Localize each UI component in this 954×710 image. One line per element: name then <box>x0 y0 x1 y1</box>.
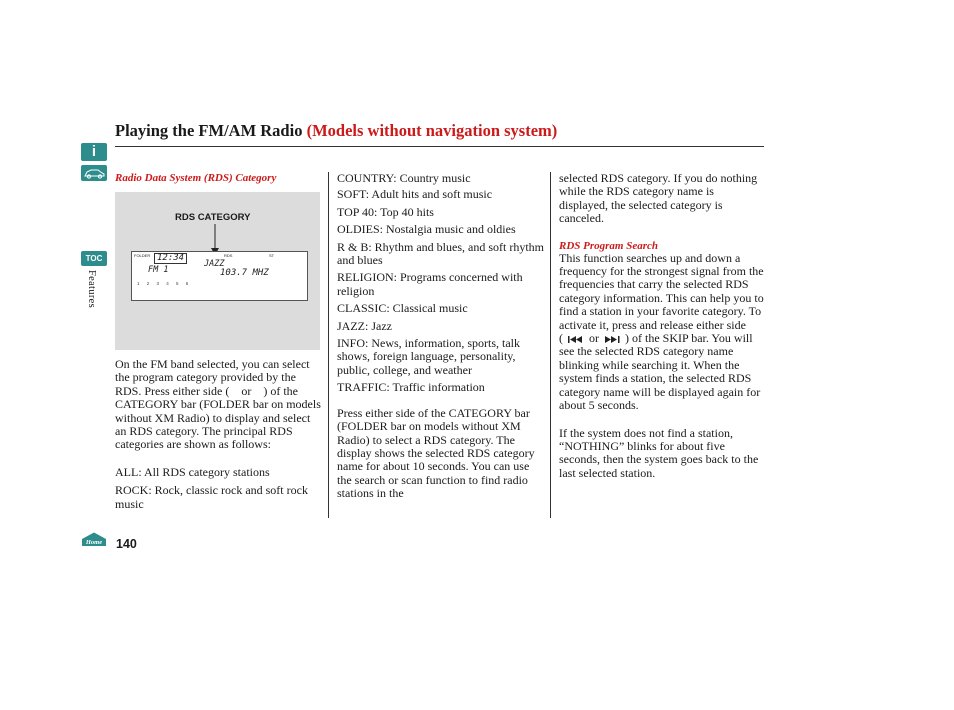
info-icon: i <box>91 143 97 160</box>
column-2 <box>337 172 545 501</box>
stereo-indicator: ST <box>269 253 275 258</box>
column-1 <box>115 172 322 184</box>
preset-indicators: 1 2 3 4 5 6 <box>137 281 192 286</box>
category-bar-paragraph: Press either side of the CATEGORY bar (FOLDER bar on models without XM Radio) to select a RDS category. The display shows the selected RDS category name for about 10 seconds. You can use the search or scan function to find radio stations in the <box>337 405 535 501</box>
category-item: RELIGION: Programs concerned with religion <box>337 270 523 298</box>
home-icon <box>81 532 107 547</box>
category-item: SOFT: Adult hits and soft music <box>337 187 493 202</box>
home-button[interactable] <box>81 532 107 547</box>
car-icon <box>81 165 107 181</box>
title-qualifier: (Models without navigation system) <box>306 121 558 140</box>
section-heading: Radio Data System (RDS) Category <box>115 172 277 184</box>
category-item: R & B: Rhythm and blues, and soft rhythm and blues <box>337 239 544 268</box>
category-item: TRAFFIC: Traffic information <box>337 380 485 395</box>
category-item: ALL: All RDS category stations <box>115 464 270 479</box>
title-rule <box>115 146 764 147</box>
page-number: 140 <box>116 537 137 551</box>
category-item: OLDIES: Nostalgia music and oldies <box>337 222 516 237</box>
section-heading: RDS Program Search <box>559 239 659 252</box>
column-divider <box>550 172 551 518</box>
column-divider <box>328 172 329 518</box>
category-display: JAZZ <box>204 259 225 269</box>
radio-display <box>131 251 308 301</box>
category-item: INFO: News, information, sports, talk shows, foreign language, personality, public, college, and weather <box>337 336 520 377</box>
toc-label: TOC <box>85 254 103 263</box>
category-item: ROCK: Rock, classic rock and soft rock music <box>115 483 308 511</box>
intro-paragraph: On the FM band selected, you can select the program category provided by the RDS. Press either side ( or ) of the CATEGORY bar (FOLDER bar on models without XM Radio) to display and select an RDS category. The principal RDS categories are shown as follows: <box>115 357 321 452</box>
rds-indicator: RDS <box>224 253 233 258</box>
band-display: FM 1 <box>148 265 169 275</box>
vehicle-index-button[interactable] <box>81 165 107 181</box>
skip-forward-icon <box>602 335 622 344</box>
figure-callout-label: RDS CATEGORY <box>175 212 251 223</box>
clock-display: 12:34 <box>154 253 187 264</box>
folder-indicator: FOLDER <box>134 253 151 258</box>
category-item: TOP 40: Top 40 hits <box>337 204 434 219</box>
column-1-text <box>115 358 322 511</box>
home-label: Home <box>85 539 103 546</box>
page-title <box>115 121 557 141</box>
frequency-display: 103.7 MHZ <box>220 268 269 278</box>
section-label[interactable]: Features <box>86 270 97 308</box>
info-button[interactable] <box>81 143 107 161</box>
title-main: Playing the FM/AM Radio <box>115 121 303 140</box>
category-item: JAZZ: Jazz <box>337 318 392 333</box>
toc-button[interactable] <box>81 251 107 266</box>
category-item: CLASSIC: Classical music <box>337 301 468 316</box>
skip-back-icon <box>566 335 586 344</box>
column-3 <box>559 172 764 480</box>
continued-paragraph: selected RDS category. If you do nothing while the RDS category name is displayed, the selected category is canceled. <box>559 171 758 226</box>
category-item: COUNTRY: Country music <box>337 171 471 185</box>
program-search-paragraph: This function searches up and down a frequency for the strongest signal from the frequencies that carry the selected RDS category information. This can help you to find a station in your favorite category. To activate it, press and release either side ( or ) of the SKIP bar. You will see the selected RDS category name blinking while searching it. When the system finds a station, the selected RDS category name will be displayed again for about 5 seconds. <box>559 250 764 413</box>
no-station-paragraph: If the system does not find a station, “NOTHING” blinks for about five seconds, then the system goes back to the last selected station. <box>559 425 759 480</box>
